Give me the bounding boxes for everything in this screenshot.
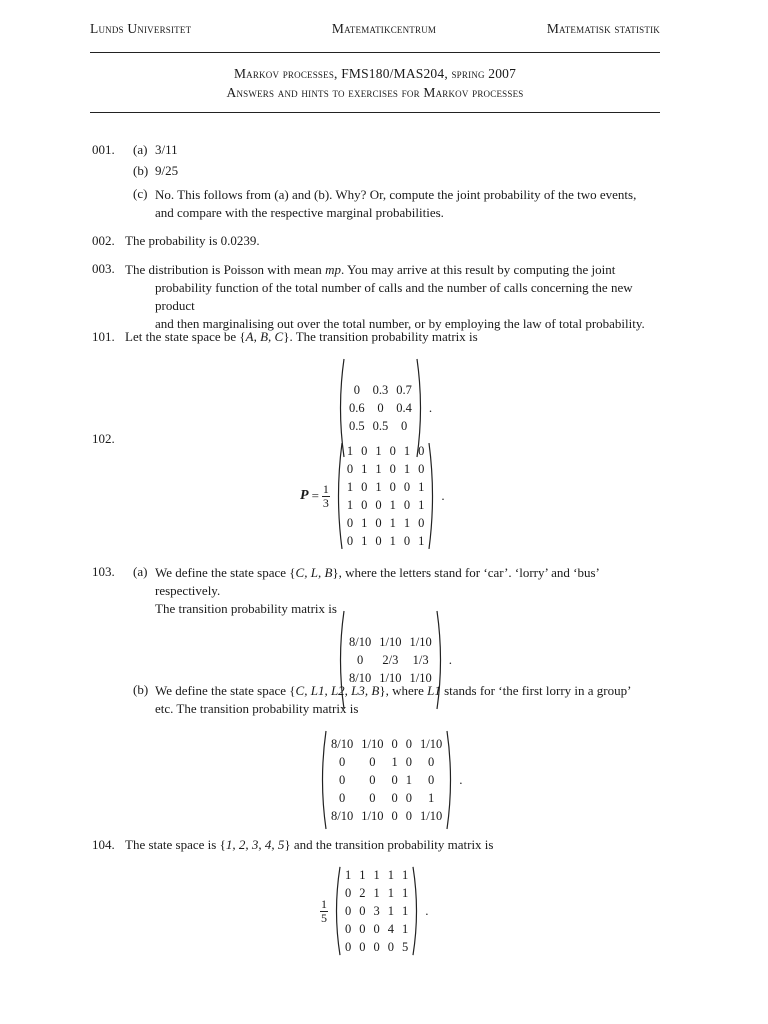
exercise-number: 003.	[92, 261, 115, 276]
matrix-cell: 1	[402, 904, 409, 918]
matrix-cell: 0.3	[372, 383, 389, 397]
matrix-cell: 0	[359, 904, 366, 918]
equals-sign: =	[311, 488, 319, 503]
matrix-cell: 0	[389, 462, 396, 476]
text-line: and compare with the respective marginal probabilities.	[155, 205, 444, 220]
matrix-row	[343, 460, 429, 478]
matrix-cell: 0	[345, 886, 352, 900]
matrix-cell: 0.7	[396, 383, 412, 397]
matrix-cell: 8/10	[331, 737, 354, 751]
matrix-cell: 1/10	[379, 671, 402, 685]
text-span: We define the state space {	[155, 683, 296, 698]
item-label: (b)	[133, 682, 149, 697]
matrix-cell: 1	[403, 462, 411, 476]
punctuation: .	[448, 652, 452, 667]
left-paren	[334, 442, 343, 550]
exercise-number: 103.	[92, 564, 115, 579]
transition-matrix	[332, 866, 421, 956]
header-division: Matematisk statistik	[546, 21, 660, 36]
title-rule	[90, 112, 660, 113]
fraction-numerator: 1	[321, 896, 327, 911]
transition-matrix-block	[300, 442, 445, 550]
matrix-cell: 1	[345, 868, 352, 882]
matrix-grid	[327, 735, 446, 825]
matrix-cell: 0	[338, 791, 346, 805]
right-paren	[412, 866, 421, 956]
text-line	[125, 261, 665, 279]
answer-text: 9/25	[155, 163, 179, 178]
exercise-number: 104.	[92, 837, 115, 852]
matrix-cell: 0	[353, 383, 360, 397]
matrix-row	[327, 789, 446, 807]
matrix-cell: 1/10	[419, 737, 443, 751]
matrix-cell: 0	[345, 922, 352, 936]
matrix-cell: 0	[361, 444, 368, 458]
matrix-cell: 1	[375, 480, 382, 494]
matrix-grid	[343, 442, 429, 550]
matrix-cell: 0	[405, 791, 412, 805]
matrix-cell: 0	[391, 791, 398, 805]
text-line: probability function of the total number of calls and the number of calls concerning the new product	[155, 280, 633, 313]
matrix-grid	[345, 633, 436, 687]
matrix-cell: 1	[361, 534, 368, 548]
matrix-cell: 1	[403, 516, 411, 530]
matrix-cell: 1	[361, 462, 368, 476]
matrix-cell: 1	[375, 444, 382, 458]
header-rule	[90, 52, 660, 53]
matrix-row	[327, 753, 446, 771]
matrix-cell: 0	[373, 922, 380, 936]
matrix-row	[341, 866, 412, 884]
matrix-cell: 1	[373, 886, 380, 900]
matrix-row	[327, 807, 446, 825]
matrix-cell: 0	[391, 773, 398, 787]
exercise-number: 002.	[92, 233, 115, 248]
matrix-cell: 0.5	[372, 419, 389, 433]
matrix-grid	[341, 866, 412, 956]
text-span: The state space is {	[125, 837, 226, 852]
matrix-cell: 0	[391, 737, 398, 751]
punctuation: .	[459, 772, 463, 787]
text-span: stands for ‘the first lorry in a group’	[440, 683, 632, 698]
text-span: }, where the letters stand for ‘car’. ‘lorry’ and ‘bus’ respectively.	[155, 565, 599, 598]
fraction-denominator: 3	[322, 495, 329, 510]
text-span: The distribution is Poisson with mean	[125, 262, 326, 277]
matrix-cell: 0	[418, 462, 425, 476]
matrix-cell: 0	[346, 462, 354, 476]
matrix-cell: 0	[345, 940, 352, 954]
left-paren	[332, 866, 341, 956]
matrix-cell: 0	[375, 534, 382, 548]
matrix-row	[341, 884, 412, 902]
text-line: The transition probability matrix is	[155, 601, 337, 616]
math-set: A, B, C	[245, 329, 284, 344]
matrix-cell: 8/10	[349, 671, 372, 685]
matrix-cell: 0	[346, 516, 354, 530]
matrix-row	[343, 478, 429, 496]
matrix-cell: 1	[418, 534, 425, 548]
matrix-cell: 1	[391, 755, 398, 769]
matrix-cell: 1	[387, 904, 394, 918]
math-set: 1, 2, 3, 4, 5	[225, 837, 285, 852]
matrix-cell: 1	[375, 462, 382, 476]
answer-text: The probability is 0.0239.	[125, 233, 260, 248]
exercise-number: 101.	[92, 329, 115, 344]
matrix-cell: 1/10	[379, 635, 402, 649]
matrix-cell: 1	[402, 922, 409, 936]
matrix-cell: 0	[427, 773, 435, 787]
matrix-cell: 0	[418, 516, 425, 530]
matrix-cell: 5	[402, 940, 409, 954]
matrix-grid	[345, 381, 416, 435]
matrix-row	[343, 532, 429, 550]
matrix-cell: 0	[375, 516, 382, 530]
matrix-cell: 0	[387, 940, 394, 954]
answer-paragraph	[155, 682, 665, 718]
matrix-cell: 0.6	[349, 401, 365, 415]
left-paren	[318, 730, 327, 830]
matrix-cell: 0	[403, 498, 411, 512]
matrix-cell: 1/10	[361, 809, 384, 823]
matrix-cell: 1/10	[409, 671, 432, 685]
matrix-cell: 1	[346, 480, 354, 494]
matrix-cell: 0	[369, 791, 376, 805]
header-university: Lunds Universitet	[90, 21, 192, 36]
text-line	[155, 682, 665, 700]
text-span: } and the transition probability matrix is	[284, 837, 494, 852]
matrix-cell: 0	[369, 755, 376, 769]
matrix-cell: 0	[391, 809, 398, 823]
right-paren	[446, 730, 455, 830]
matrix-cell: 0	[373, 940, 380, 954]
scalar-fraction	[322, 483, 330, 510]
matrix-cell: 0	[403, 534, 411, 548]
matrix-cell: 0	[338, 755, 346, 769]
matrix-cell: 0	[400, 419, 408, 433]
fraction-denominator: 5	[321, 910, 327, 925]
matrix-cell: 0	[345, 904, 352, 918]
matrix-cell: 1	[389, 516, 396, 530]
math-set: C, L, B	[295, 565, 333, 580]
matrix-cell: 0	[356, 653, 364, 667]
matrix-cell: 1	[418, 480, 425, 494]
matrix-cell: 0	[405, 737, 412, 751]
text-line: and then marginalising out over the total number, or by employing the law of total probability.	[155, 316, 645, 331]
text-span: }. The transition probability matrix is	[283, 329, 478, 344]
matrix-row	[343, 442, 429, 460]
math-variable: mp	[325, 262, 341, 277]
fraction-numerator: 1	[322, 481, 329, 496]
matrix-cell: 1	[361, 516, 368, 530]
document-subtitle: Answers and hints to exercises for Markov processes	[226, 85, 524, 100]
punctuation: .	[425, 903, 429, 918]
matrix-cell: 1	[427, 791, 435, 805]
matrix-cell: 1	[418, 498, 425, 512]
matrix-cell: 8/10	[349, 635, 372, 649]
matrix-cell: 0	[377, 401, 384, 415]
item-label: (c)	[133, 186, 148, 201]
matrix-cell: 3	[373, 904, 380, 918]
matrix-cell: 1	[389, 498, 396, 512]
matrix-row	[341, 920, 412, 938]
matrix-cell: 0.4	[396, 401, 412, 415]
text-span: Let the state space be {	[125, 329, 246, 344]
matrix-cell: 8/10	[331, 809, 354, 823]
exercise-number: 102.	[92, 431, 115, 446]
matrix-cell: 0	[405, 809, 412, 823]
matrix-row	[327, 771, 446, 789]
document-title: Markov processes, FMS180/MAS204, spring 2007	[233, 66, 517, 81]
matrix-cell: 0	[389, 480, 396, 494]
right-paren	[428, 442, 437, 550]
item-label: (a)	[133, 564, 148, 579]
matrix-cell: 1	[405, 773, 412, 787]
matrix-row	[345, 399, 416, 417]
answer-paragraph	[155, 186, 665, 222]
matrix-cell: 0	[418, 444, 425, 458]
matrix-cell: 1	[346, 498, 354, 512]
answer-text: 3/11	[155, 142, 178, 157]
matrix-cell: 0	[389, 444, 396, 458]
matrix-row	[345, 651, 436, 669]
matrix-cell: 0	[403, 480, 411, 494]
answer-text	[125, 837, 493, 853]
math-set: C, L1, L2, L3, B	[295, 683, 380, 698]
exercise-number: 001.	[92, 142, 115, 157]
transition-matrix-block	[320, 866, 429, 956]
matrix-cell: 0	[359, 940, 366, 954]
text-line	[155, 564, 665, 600]
matrix-cell: 2	[359, 886, 366, 900]
matrix-row	[345, 633, 436, 651]
matrix-cell: 1	[346, 444, 354, 458]
scalar-fraction	[320, 898, 328, 925]
answer-paragraph	[125, 261, 665, 333]
matrix-cell: 0	[375, 498, 382, 512]
text-span: . You may arrive at this result by computing the joint	[340, 262, 616, 277]
text-span: We define the state space {	[155, 565, 296, 580]
matrix-cell: 0	[338, 773, 346, 787]
matrix-row	[343, 514, 429, 532]
matrix-cell: 1	[403, 444, 411, 458]
matrix-symbol: P	[300, 488, 309, 503]
matrix-cell: 1/10	[409, 635, 432, 649]
text-line: etc. The transition probability matrix is	[155, 701, 359, 716]
item-label: (b)	[133, 163, 149, 178]
matrix-cell: 1	[387, 886, 394, 900]
punctuation: .	[428, 400, 433, 415]
matrix-row	[345, 381, 416, 399]
matrix-cell: 0	[361, 498, 368, 512]
answer-text	[125, 329, 478, 345]
matrix-cell: 1	[402, 868, 409, 882]
matrix-row	[343, 496, 429, 514]
matrix-cell: 0.5	[349, 419, 365, 433]
matrix-row	[341, 938, 412, 956]
punctuation: .	[441, 488, 445, 503]
matrix-cell: 0	[405, 755, 412, 769]
matrix-cell: 1/10	[361, 737, 384, 751]
matrix-row	[345, 417, 416, 435]
header-department: Matematikcentrum	[331, 21, 437, 36]
matrix-cell: 1/3	[412, 653, 429, 667]
matrix-cell: 1	[387, 868, 394, 882]
math-variable: L1	[427, 683, 441, 698]
matrix-cell: 0	[346, 534, 354, 548]
matrix-cell: 1	[373, 868, 380, 882]
matrix-cell: 1/10	[419, 809, 443, 823]
text-span: }, where	[379, 683, 428, 698]
matrix-cell: 0	[427, 755, 435, 769]
transition-matrix	[318, 730, 462, 830]
matrix-row	[327, 735, 446, 753]
matrix-row	[341, 902, 412, 920]
matrix-cell: 0	[361, 480, 368, 494]
matrix-cell: 1	[402, 886, 409, 900]
text-line: No. This follows from (a) and (b). Why? Or, compute the joint probability of the two events,	[155, 187, 637, 202]
matrix-cell: 4	[387, 922, 394, 936]
item-label: (a)	[133, 142, 148, 157]
transition-matrix	[334, 442, 438, 550]
matrix-cell: 0	[359, 922, 366, 936]
matrix-cell: 0	[369, 773, 376, 787]
matrix-cell: 2/3	[382, 653, 399, 667]
matrix-cell: 1	[359, 868, 366, 882]
matrix-cell: 1	[389, 534, 396, 548]
